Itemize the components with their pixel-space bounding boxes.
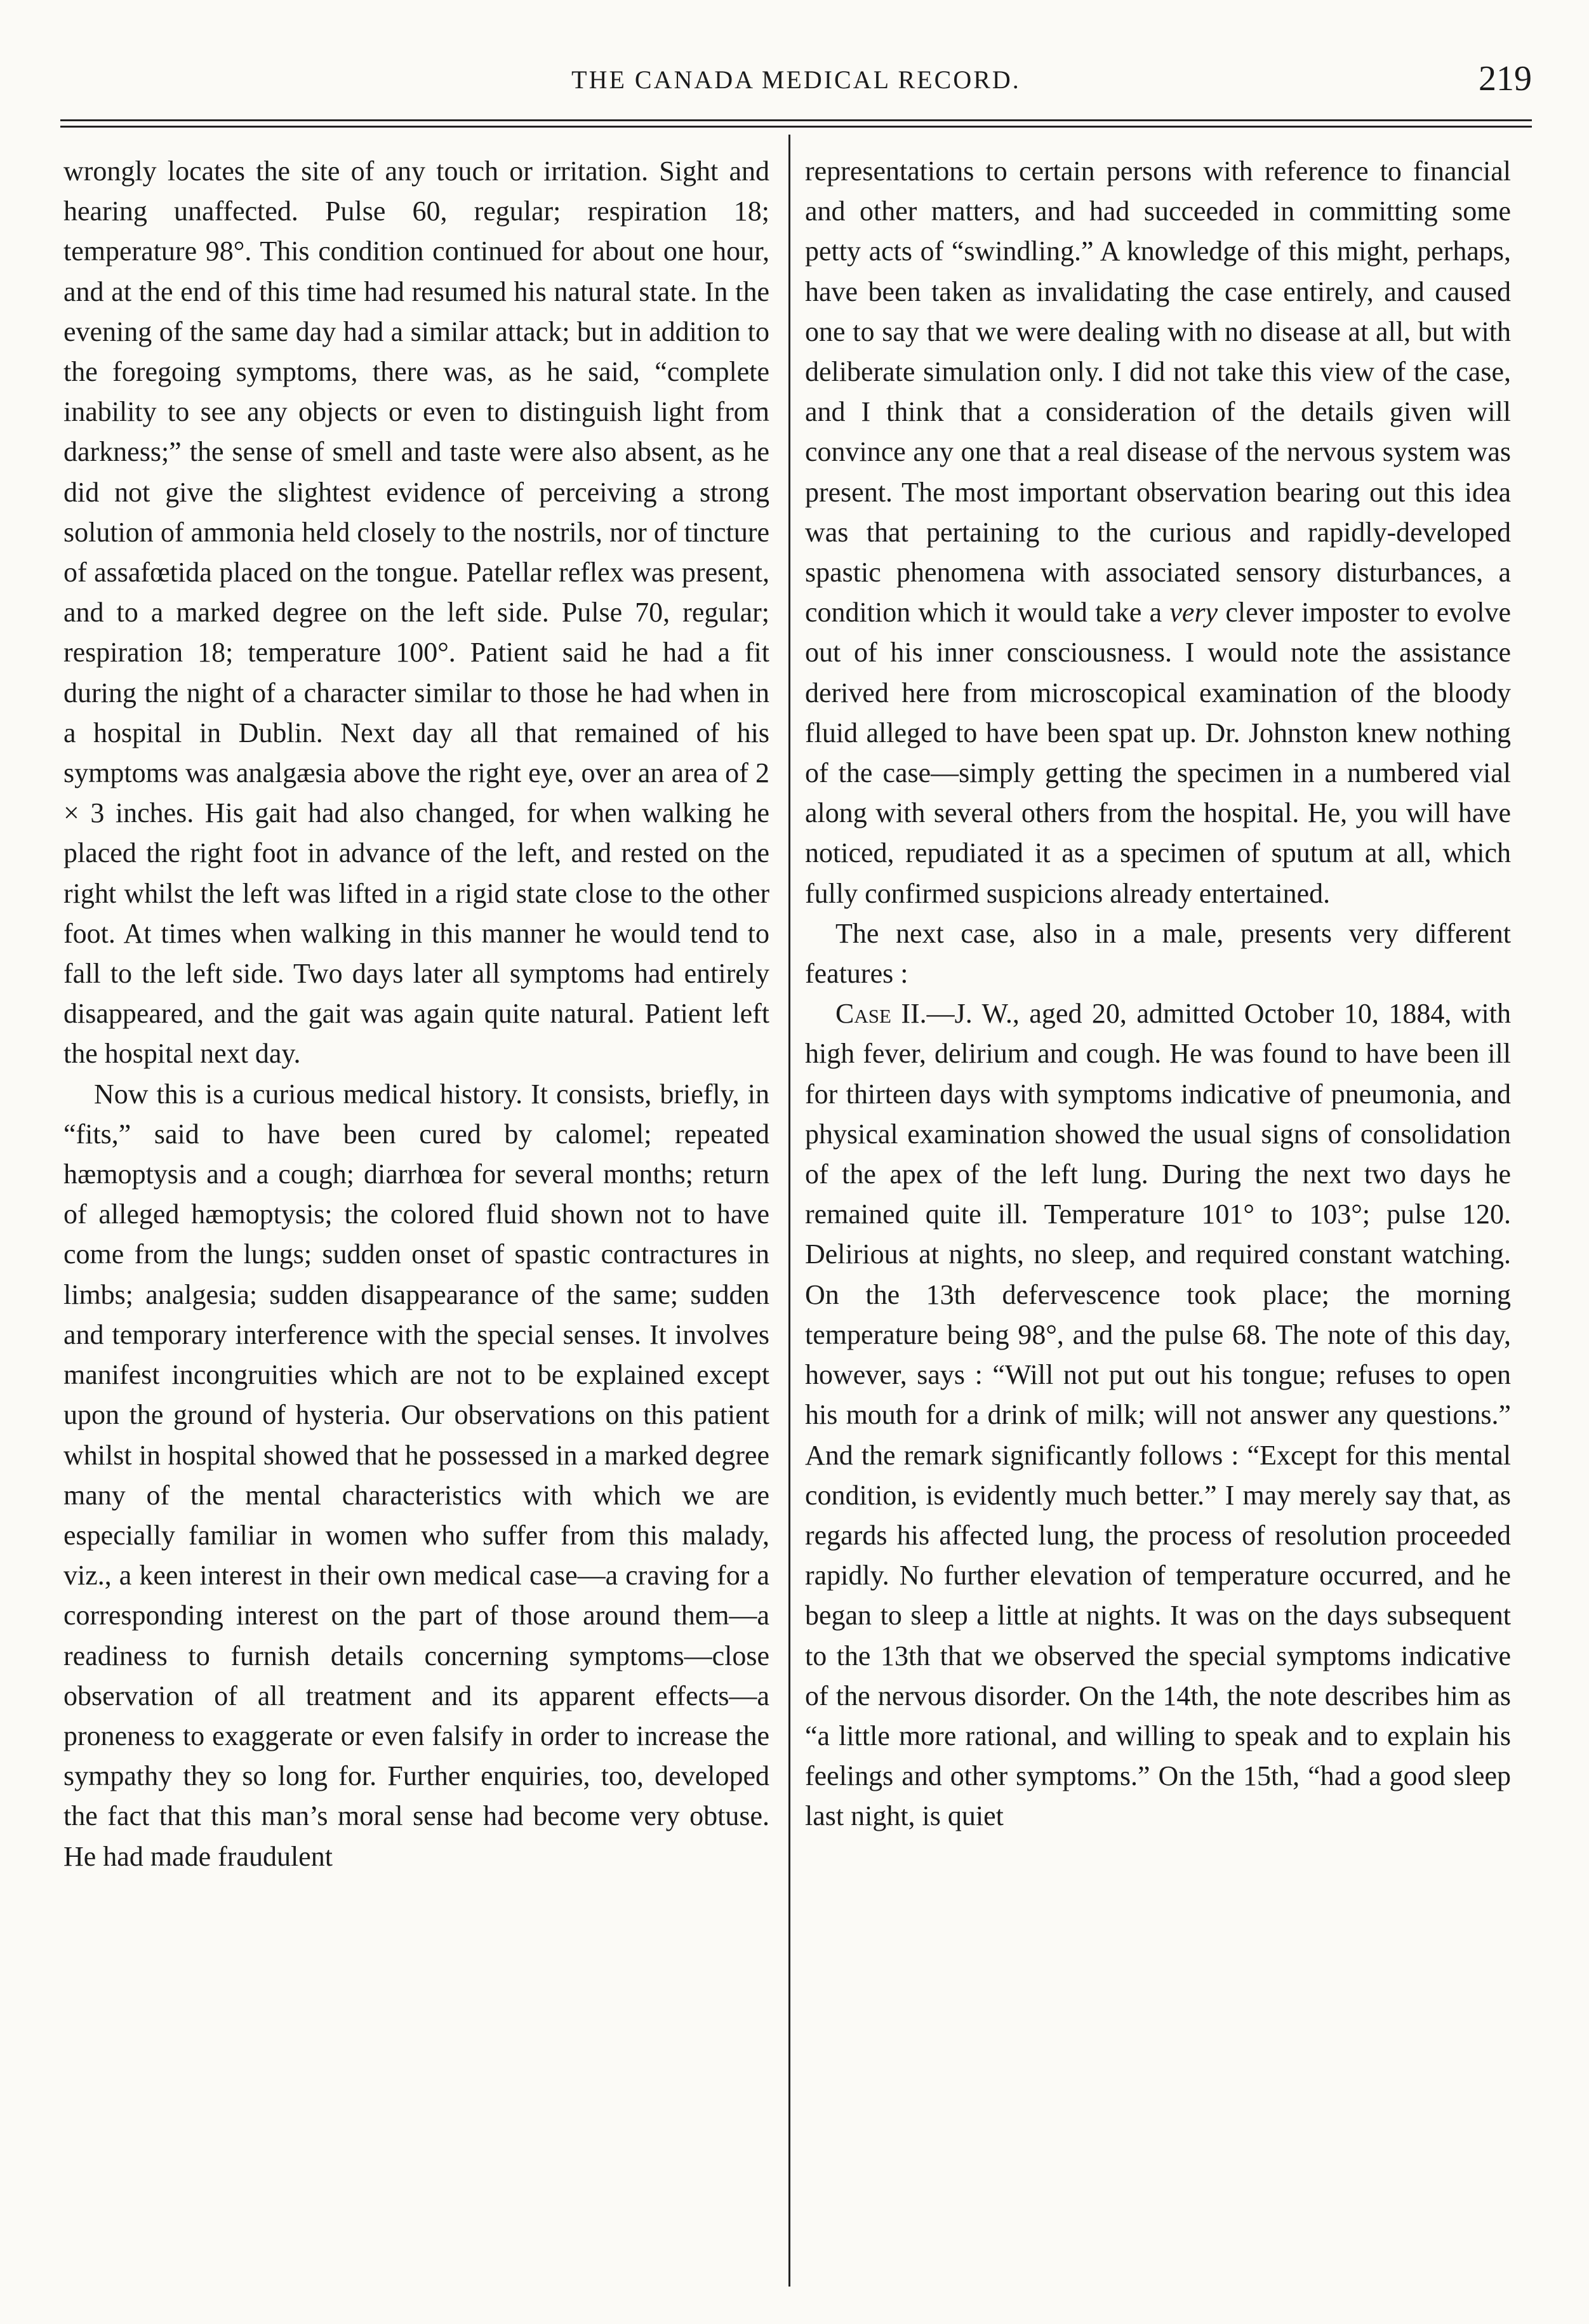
case-ii-paragraph: [805, 993, 1511, 1836]
page-number: 219: [1479, 59, 1532, 98]
left-paragraph-1: wrongly locates the site of any touch or irritation. Sight and hearing unaffected. Pulse 60, regular; respiration 18; temperature 98°. This condition continued for about one hour, and at the end of this time had resumed his natural state. In the evening of the same day had a similar attack; but in addition to the foregoing symptoms, there was, as he said, “complete inability to see any objects or even to distinguish light from darkness;” the sense of smell and taste were also absent, as he did not give the slightest evidence of perceiving a strong solution of ammonia held closely to the nostrils, nor of tincture of assafœtida placed on the tongue. Patellar reflex was present, and to a marked degree on the left side. Pulse 70, regular; respiration 18; temperature 100°. Patient said he had a fit during the night of a character similar to those he had when in a hospital in Dublin. Next day all that remained of his symptoms was analgæsia above the right eye, over an area of 2 × 3 inches. His gait had also changed, for when walking he placed the right foot in advance of the left, and rested on the right whilst the left was lifted in a rigid state close to the other foot. At times when walking in this manner he would tend to fall to the left side. Two days later all symptoms had entirely disappeared, and the gait was again quite natural. Patient left the hospital next day.: [63, 156, 769, 1070]
right-paragraph-1-end: clever imposter to evolve out of his inner consciousness. I would note the assistance derived here from microscopical examination of the bloody fluid alleged to have been spat up. Dr. Johnston knew nothing of the case—simply getting the specimen in a numbered vial along with several others from the hospital. He, you will have noticed, repudiated it as a specimen of sputum at all, which fully confirmed suspicions already entertained.: [805, 597, 1512, 909]
journal-title: THE CANADA MEDICAL RECORD.: [571, 65, 1021, 94]
case-ii-text: —J. W., aged 20, admitted October 10, 1884, with high fever, delirium and cough. He was found to have been ill for thirteen days with symptoms indicative of pneumonia, and physical examination showed the usual signs of consolidation of the apex of the left lung. During the next two days he remained quite ill. Temperature 101° to 103°; pulse 120. Delirious at nights, no sleep, and required constant watching. On the 13th defervescence took place; the morning temperature being 98°, and the pulse 68. The note of this day, however, says : “Will not put out his tongue; refuses to open his mouth for a drink of milk; will not answer any questions.” And the remark significantly follows : “Except for this mental condition, is evidently much better.” I may merely say that, as regards his affected lung, the process of resolution proceeded rapidly. No further elevation of temperature occurred, and he began to sleep a little at nights. It was on the days subsequent to the 13th that we observed the special symptoms indicative of the nervous disorder. On the 14th, the note describes him as “a little more rational, and willing to speak and to explain his feelings and other symptoms.” On the 15th, “had a good sleep last night, is quiet: [805, 998, 1511, 1832]
right-paragraph-1-start: representations to certain persons with reference to financial and other matters, and had succeeded in committing some petty acts of “swindling.” A knowledge of this might, perhaps, have been taken as invalidating the case entirely, and caused one to say that we were dealing with no disease at all, but with deliberate simulation only. I did not take this view of the case, and I think that a consideration of the details given will convince any one that a real disease of the nervous system was present. The most important observation bearing out this idea was that pertaining to the curious and rapidly-developed spastic phenomena with associated sensory disturbances, a condition which it would take a: [805, 156, 1511, 628]
header-rule-bottom: [60, 126, 1532, 128]
left-paragraph-2: Now this is a curious medical history. It consists, briefly, in “fits,” said to have been cured by calomel; repeated hæmoptysis and a cough; diarrhœa for several months; return of alleged hæmoptysis; the colored fluid shown not to have come from the lungs; sudden onset of spastic contractures in limbs; analgesia; sudden disappearance of the same; sudden and temporary interference with the special senses. It involves manifest incongruities which are not to be explained except upon the ground of hysteria. Our observations on this patient whilst in hospital showed that he possessed in a marked degree many of the mental characteristics with which we are especially familiar in women who suffer from this malady, viz., a keen interest in their own medical case—a craving for a corresponding interest on the part of those around them—a readiness to furnish details concerning symptoms—close observation of all treatment and its apparent effects—a proneness to exaggerate or even falsify in order to increase the sympathy they so long for. Further enquiries, too, developed the fact that this man’s moral sense had become very obtuse. He had made fraudulent: [63, 1078, 769, 1872]
right-paragraph-1: [805, 151, 1511, 913]
right-column: [805, 151, 1511, 1836]
left-column: [63, 151, 769, 1876]
right-paragraph-2: The next case, also in a male, presents very different features :: [805, 917, 1511, 990]
header-rule-top: [60, 119, 1532, 121]
page-header: [60, 58, 1532, 109]
emphasis-very: very: [1169, 597, 1218, 628]
column-divider: [788, 135, 790, 2287]
case-label: Case II.: [835, 998, 927, 1030]
